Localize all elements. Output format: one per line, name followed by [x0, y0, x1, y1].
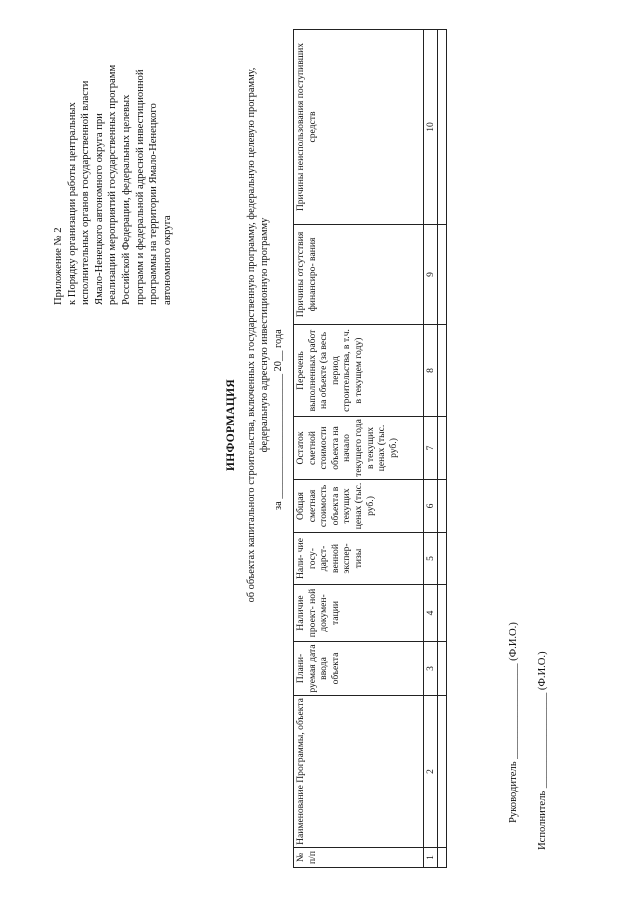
subtitle-line: об объектах капитального строительства, включенных в государственную программу, федеральную целевую программу,: [246, 67, 257, 603]
header-cell-state-expertise: Нали- чие госу- дарст- венной экспер- тизы: [294, 533, 424, 585]
appendix-block: [52, 5, 174, 305]
period-prefix: за: [273, 501, 284, 510]
document-title: ИНФОРМАЦИЯ: [225, 379, 237, 472]
appendix-line: автономного округа: [161, 215, 173, 305]
table-cell: [438, 480, 447, 533]
appendix-line: Российской Федерации, федеральных целевых: [120, 94, 132, 305]
header-cell-number: № п/п: [294, 848, 424, 868]
signature-line: __________________: [537, 692, 548, 789]
signature-fio: (Ф.И.О.): [537, 651, 548, 691]
table-cell: [438, 848, 447, 868]
column-number: 3: [424, 642, 438, 696]
table-cell: [438, 225, 447, 325]
header-cell-planned-date: Плани- руемая дата ввода объекта: [294, 642, 424, 696]
appendix-line: программ и федеральной адресной инвестиционной: [134, 69, 146, 305]
table-cell: [438, 585, 447, 642]
appendix-label: Приложение № 2: [53, 227, 64, 305]
table-cell: [438, 642, 447, 696]
period-line: [272, 110, 285, 510]
header-cell-total-cost: Общая сметная стоимость объекта в текущих ценах (тыс. руб.): [294, 480, 424, 533]
column-number: 4: [424, 585, 438, 642]
appendix-line: Ямало-Ненецкого автономного округа при: [93, 113, 105, 305]
header-cell-unused-funds: Причины неиспользования поступивших средств: [294, 30, 424, 225]
table-header-row: [294, 30, 424, 868]
signature-role: Исполнитель: [537, 790, 548, 850]
table-cell: [438, 30, 447, 225]
header-cell-project-docs: Наличие проект- ной докумен- тации: [294, 585, 424, 642]
objects-table: [293, 29, 447, 868]
signature-head: [508, 622, 519, 823]
table-number-row: [424, 30, 438, 868]
period-year-blank: ________________________ 20__ года: [273, 329, 284, 499]
appendix-line: исполнительных органов государственной власти: [80, 80, 92, 305]
table-cell: [438, 696, 447, 848]
table-cell: [438, 533, 447, 585]
header-cell-works-list: Перечень выполненных работ на объекте (за весь период строительства, в т.ч. в текущем году): [294, 325, 424, 417]
table-cell: [438, 325, 447, 417]
column-number: 10: [424, 30, 438, 225]
header-cell-remaining-cost: Остаток сметной стоимости объекта на начало текущего года в текущих ценах (тыс. руб.): [294, 417, 424, 480]
table-row: [438, 30, 447, 868]
signature-executor: [537, 651, 548, 850]
signature-fio: (Ф.И.О.): [508, 622, 519, 661]
header-cell-program: Наименование Программы, объекта: [294, 696, 424, 848]
document-subtitle: [245, 45, 271, 625]
column-number: 8: [424, 325, 438, 417]
column-number: 9: [424, 225, 438, 325]
signature-role: Руководитель: [508, 761, 519, 823]
column-number: 1: [424, 848, 438, 868]
column-number: 6: [424, 480, 438, 533]
appendix-line: реализации мероприятий государственных программ: [107, 64, 119, 305]
appendix-line: программы на территории Ямало-Ненецкого: [148, 103, 160, 305]
subtitle-line: федеральную адресную инвестиционную программу: [259, 217, 270, 453]
column-number: 5: [424, 533, 438, 585]
column-number: 7: [424, 417, 438, 480]
table-cell: [438, 417, 447, 480]
signature-line: __________________: [508, 663, 519, 759]
appendix-line: к Порядку организации работы центральных: [66, 102, 78, 305]
column-number: 2: [424, 696, 438, 848]
header-cell-no-funding: Причины отсутствия финансиро- вания: [294, 225, 424, 325]
